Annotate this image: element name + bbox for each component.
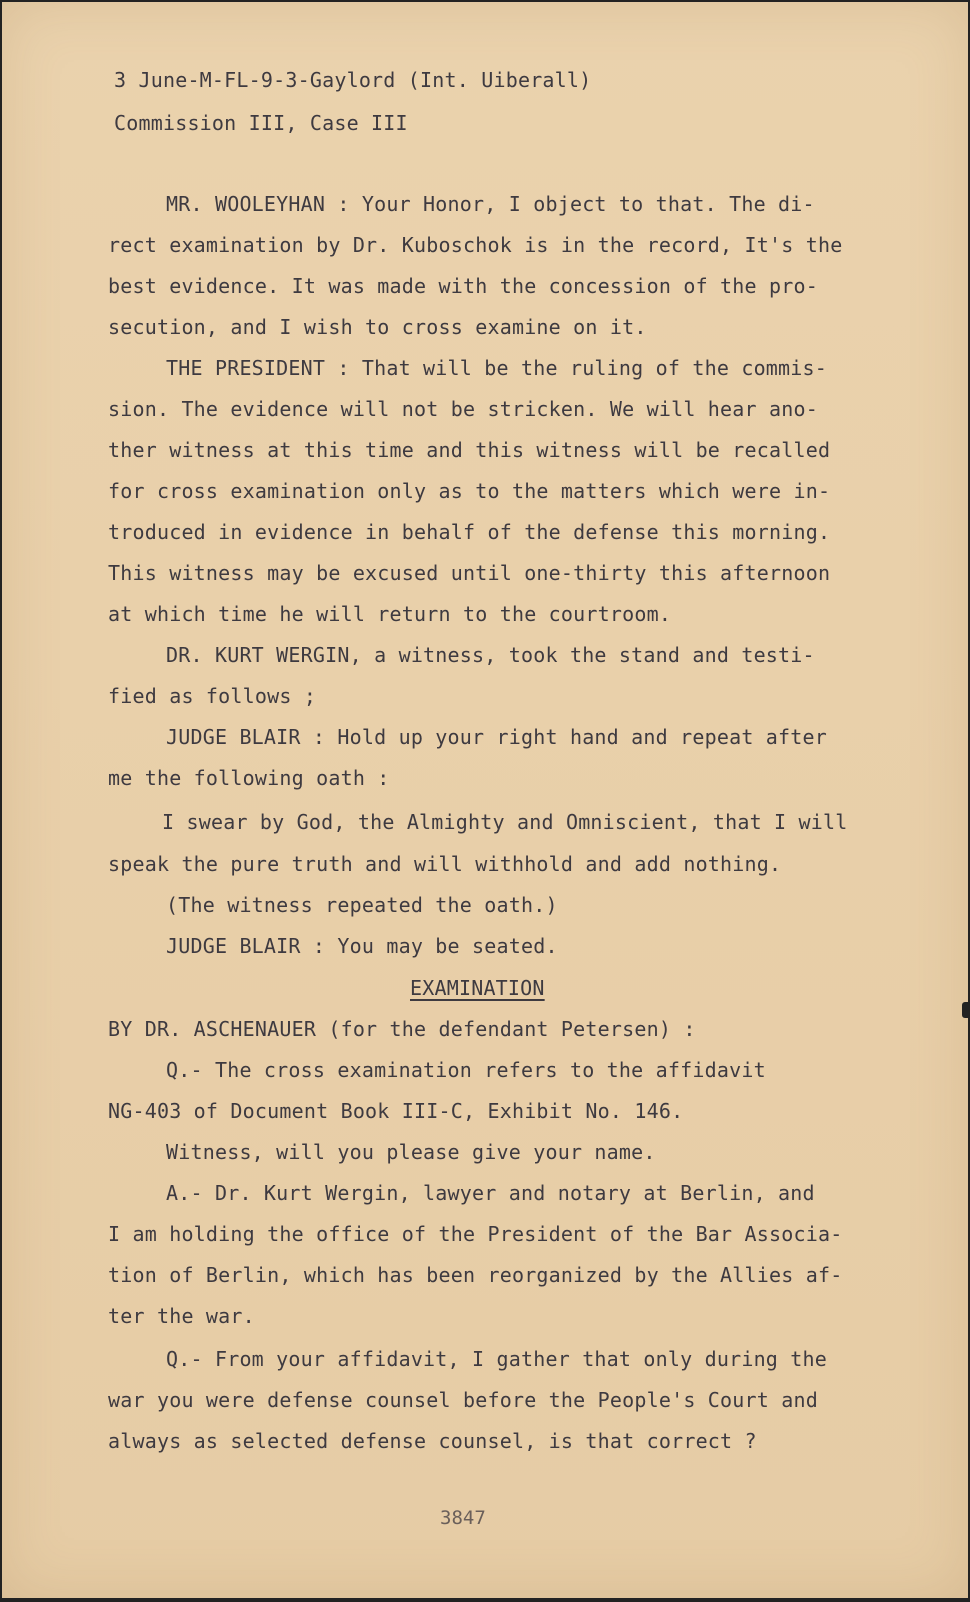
transcript-page xyxy=(2,2,968,1598)
body-line: I am holding the office of the President of the Bar Associa- xyxy=(108,1222,843,1246)
header-line-1: 3 June-M-FL-9-3-Gaylord (Int. Uiberall) xyxy=(114,68,592,92)
body-line: BY DR. ASCHENAUER (for the defendant Petersen) : xyxy=(108,1017,696,1041)
oath-line: speak the pure truth and will withhold and add nothing. xyxy=(108,852,782,876)
edge-binding-mark xyxy=(962,1002,968,1018)
body-line: Witness, will you please give your name. xyxy=(166,1140,656,1164)
body-line: fied as follows ; xyxy=(108,684,317,708)
body-line: sion. The evidence will not be stricken. We will hear ano- xyxy=(108,397,818,421)
body-line: JUDGE BLAIR : Hold up your right hand and repeat after xyxy=(166,725,828,749)
body-line: ther witness at this time and this witness will be recalled xyxy=(108,438,831,462)
body-line: MR. WOOLEYHAN : Your Honor, I object to that. The di- xyxy=(166,192,815,216)
body-line: THE PRESIDENT : That will be the ruling of the commis- xyxy=(166,356,828,380)
answer-line: A.- Dr. Kurt Wergin, lawyer and notary at Berlin, and xyxy=(166,1181,815,1205)
body-line: for cross examination only as to the matters which were in- xyxy=(108,479,831,503)
body-line: tion of Berlin, which has been reorganized by the Allies af- xyxy=(108,1263,843,1287)
body-line: (The witness repeated the oath.) xyxy=(166,893,558,917)
body-line: DR. KURT WERGIN, a witness, took the stand and testi- xyxy=(166,643,815,667)
body-line: NG-403 of Document Book III-C, Exhibit No. 146. xyxy=(108,1099,684,1123)
body-line: me the following oath : xyxy=(108,766,390,790)
body-line: ter the war. xyxy=(108,1304,255,1328)
body-line: secution, and I wish to cross examine on it. xyxy=(108,315,647,339)
body-line: rect examination by Dr. Kuboschok is in the record, It's the xyxy=(108,233,843,257)
body-line: at which time he will return to the courtroom. xyxy=(108,602,672,626)
header-line-2: Commission III, Case III xyxy=(114,111,408,135)
body-line: troduced in evidence in behalf of the defense this morning. xyxy=(108,520,831,544)
body-line: war you were defense counsel before the People's Court and xyxy=(108,1388,818,1412)
body-line: This witness may be excused until one-thirty this afternoon xyxy=(108,561,831,585)
oath-line: I swear by God, the Almighty and Omniscient, that I will xyxy=(162,810,848,834)
question-line: Q.- From your affidavit, I gather that only during the xyxy=(166,1347,828,1371)
question-line: Q.- The cross examination refers to the affidavit xyxy=(166,1058,766,1082)
body-line: always as selected defense counsel, is that correct ? xyxy=(108,1429,757,1453)
page-number: 3847 xyxy=(440,1507,486,1529)
body-line: JUDGE BLAIR : You may be seated. xyxy=(166,934,558,958)
section-heading-examination: EXAMINATION xyxy=(410,976,545,1000)
body-line: best evidence. It was made with the concession of the pro- xyxy=(108,274,818,298)
